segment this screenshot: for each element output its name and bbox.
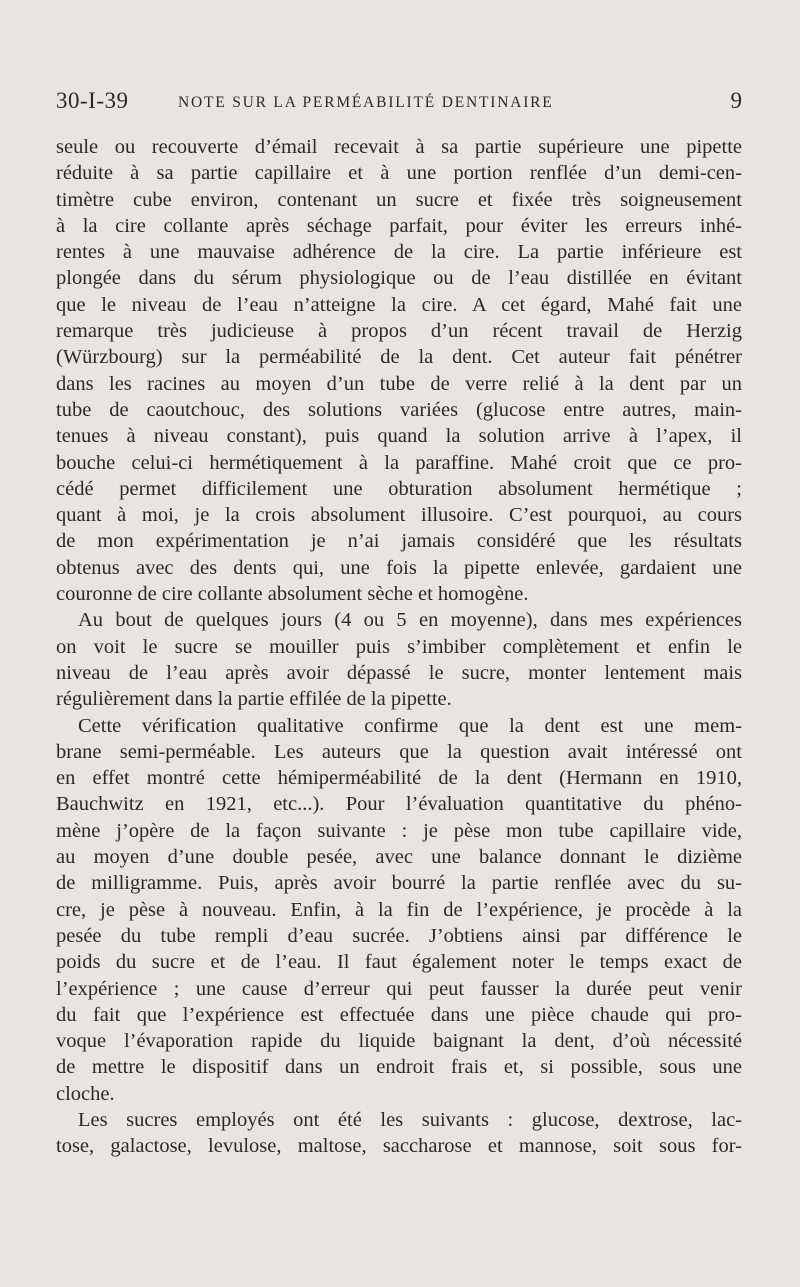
text-line: l’expérience ; une cause d’erreur qui peut fausser la durée peut venir <box>56 977 742 1000</box>
text-line: mène j’opère de la façon suivante : je pèse mon tube capillaire vide, <box>56 819 742 842</box>
text-line: à la cire collante après séchage parfait, pour éviter les erreurs inhé- <box>56 214 742 237</box>
text-line: niveau de l’eau après avoir dépassé le sucre, monter lentement mais <box>56 661 742 684</box>
text-line: (Würzbourg) sur la perméabilité de la dent. Cet auteur fait pénétrer <box>56 346 742 369</box>
text-line: tube de caoutchouc, des solutions variées (glucose entre autres, main- <box>56 398 742 421</box>
text-line: seule ou recouverte d’émail recevait à sa partie supérieure une pipette <box>56 136 742 158</box>
text-line: tose, galactose, levulose, maltose, saccharose et mannose, soit sous for- <box>56 1135 742 1158</box>
text-line: quant à moi, je la crois absolument illusoire. C’est pourquoi, au cours <box>56 504 742 527</box>
text-line: pesée du tube rempli d’eau sucrée. J’obtiens ainsi par différence le <box>56 924 742 947</box>
text-line: tenues à niveau constant), puis quand la solution arrive à l’apex, il <box>56 425 742 448</box>
text-line: cloche. <box>56 1082 115 1105</box>
text-line: remarque très judicieuse à propos d’un récent travail de Herzig <box>56 320 742 343</box>
text-line: obtenus avec des dents qui, une fois la pipette enlevée, gardaient une <box>56 556 742 579</box>
text-line: cre, je pèse à nouveau. Enfin, à la fin de l’expérience, je procède à la <box>56 898 742 921</box>
text-line: timètre cube environ, contenant un sucre et fixée très soigneusement <box>56 188 742 211</box>
header-title: NOTE SUR LA PERMÉABILITÉ DENTINAIRE <box>178 94 554 111</box>
text-line: brane semi-perméable. Les auteurs que la question avait intéressé ont <box>56 740 742 763</box>
text-line: en effet montré cette hémiperméabilité de la dent (Hermann en 1910, <box>56 767 742 790</box>
text-line: on voit le sucre se mouiller puis s’imbiber complètement et enfin le <box>56 635 742 658</box>
text-line: bouche celui-ci hermétiquement à la paraffine. Mahé croit que ce pro- <box>56 451 742 474</box>
running-header <box>56 88 744 120</box>
page-number: 9 <box>730 88 742 113</box>
text-line: au moyen d’une double pesée, avec une balance donnant le dizième <box>56 846 742 869</box>
text-line: du fait que l’expérience est effectuée dans une pièce chaude qui pro- <box>56 1003 742 1026</box>
text-line: dans les racines au moyen d’un tube de verre relié à la dent par un <box>56 372 742 395</box>
text-line: réduite à sa partie capillaire et à une portion renflée d’un demi-cen- <box>56 162 742 185</box>
text-line: régulièrement dans la partie effilée de la pipette. <box>56 688 452 711</box>
text-line: Les sucres employés ont été les suivants : glucose, dextrose, lac- <box>78 1108 742 1131</box>
text-line: couronne de cire collante absolument sèche et homogène. <box>56 583 529 606</box>
text-line: Cette vérification qualitative confirme que la dent est une mem- <box>78 714 742 737</box>
text-line: de mon expérimentation je n’ai jamais considéré que les résultats <box>56 530 742 553</box>
text-line: Au bout de quelques jours (4 ou 5 en moyenne), dans mes expériences <box>78 609 742 632</box>
header-date: 30-I-39 <box>56 88 129 113</box>
text-line: que le niveau de l’eau n’atteigne la cire. A cet égard, Mahé fait une <box>56 293 742 316</box>
text-line: cédé permet difficilement une obturation absolument hermétique ; <box>56 477 742 500</box>
text-line: Bauchwitz en 1921, etc...). Pour l’évaluation quantitative du phéno- <box>56 793 742 816</box>
body-text <box>56 134 742 1160</box>
text-line: plongée dans du sérum physiologique ou de l’eau distillée en évitant <box>56 267 742 290</box>
text-line: de mettre le dispositif dans un endroit frais et, si possible, sous une <box>56 1056 742 1079</box>
text-line: poids du sucre et de l’eau. Il faut également noter le temps exact de <box>56 951 742 974</box>
text-line: de milligramme. Puis, après avoir bourré la partie renflée avec du su- <box>56 872 742 895</box>
text-line: voque l’évaporation rapide du liquide baignant la dent, d’où nécessité <box>56 1030 742 1053</box>
text-line: rentes à une mauvaise adhérence de la cire. La partie inférieure est <box>56 241 742 264</box>
